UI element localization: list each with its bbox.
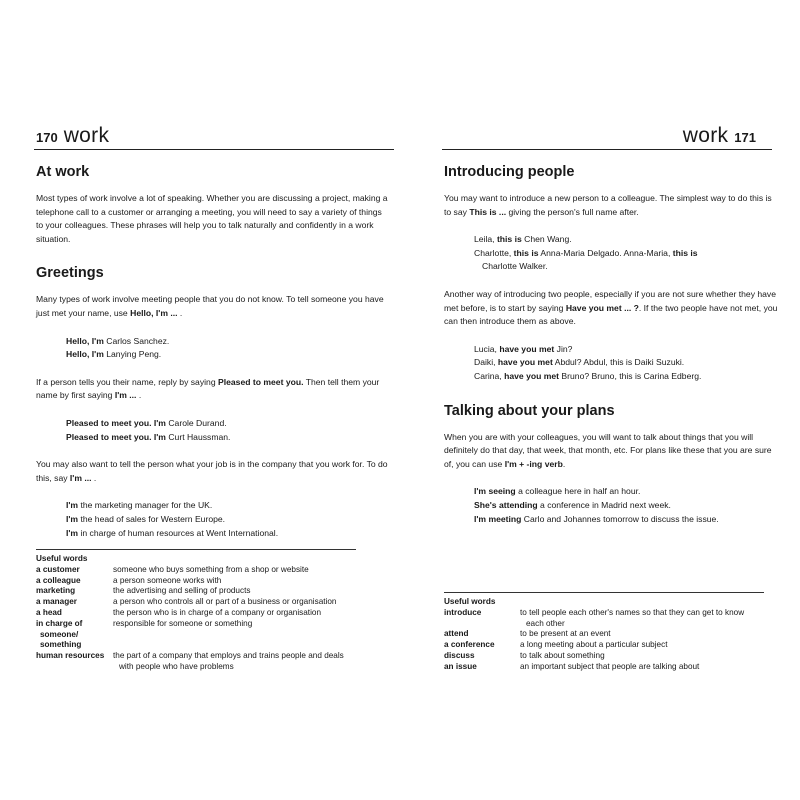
glossary-term: a head xyxy=(36,607,62,617)
left-page xyxy=(0,0,392,800)
example-group-2 xyxy=(66,417,390,444)
left-page-header xyxy=(36,124,109,148)
glossary-definition: to be present at an event xyxy=(520,629,611,639)
example-line: Pleased to meet you. I'm Curt Haussman. xyxy=(66,431,231,442)
glossary-term: a conference xyxy=(444,640,495,650)
example-line: I'm seeing a colleague here in half an hour. xyxy=(474,486,641,497)
right-page xyxy=(408,0,800,800)
introducing-paragraph-2: Another way of introducing two people, especially if you are not sure whether they have met before, is to start by saying Have you met ... ?. If the two people have not met, you can then introduce them as above. xyxy=(444,288,778,327)
example-line: Hello, I'm Carlos Sanchez. xyxy=(66,335,170,346)
glossary-row xyxy=(444,608,744,630)
glossary-term: attend xyxy=(444,629,469,639)
intro-paragraph: You may want to introduce a new person to a colleague. The simplest way to do this is to say This is ... giving the person's full name after. xyxy=(444,193,772,217)
greetings-paragraph-3: You may also want to tell the person what your job is in the company that you work for. To do this, say I'm ... . xyxy=(36,459,388,483)
example-line: I'm in charge of human resources at Went International. xyxy=(66,527,279,538)
page-number: 171 xyxy=(734,130,756,145)
heading-at-work: At work xyxy=(36,164,90,180)
useful-words-box xyxy=(444,592,764,673)
glossary-row xyxy=(36,576,344,587)
example-line: Carina, have you met Bruno? Bruno, this is Carina Edberg. xyxy=(474,370,702,381)
glossary-definition: a person who controls all or part of a business or organisation xyxy=(113,597,337,607)
glossary-row xyxy=(36,597,344,608)
useful-words-title: Useful words xyxy=(36,554,88,563)
glossary-row xyxy=(444,640,744,651)
running-head: work xyxy=(682,124,729,147)
glossary-term: an issue xyxy=(444,661,477,671)
heading-introducing-people: Introducing people xyxy=(444,164,575,180)
glossary-row xyxy=(36,586,344,597)
glossary-term: a manager xyxy=(36,597,77,607)
example-group-3 xyxy=(474,485,780,526)
glossary-term: human resources xyxy=(36,651,105,661)
useful-words-box xyxy=(36,549,356,673)
header-rule xyxy=(34,149,394,150)
example-line: Daiki, have you met Abdul? Abdul, this is Daiki Suzuki. xyxy=(474,357,685,368)
heading-greetings: Greetings xyxy=(36,265,104,282)
header-rule xyxy=(442,149,772,150)
glossary-row xyxy=(36,608,344,619)
glossary-row xyxy=(444,662,744,673)
example-line: I'm meeting Carlo and Johannes tomorrow to discuss the issue. xyxy=(474,513,719,524)
glossary-term: introduce xyxy=(444,607,482,617)
useful-words-title: Useful words xyxy=(444,597,496,606)
glossary-term: discuss xyxy=(444,650,475,660)
right-content xyxy=(444,162,780,540)
glossary-table xyxy=(36,565,344,673)
intro-paragraph: Most types of work involve a lot of speaking. Whether you are discussing a project, making a telephone call to a customer or arranging a meeting, you will need to say a variety of things to your colleagues. These phrases will help you to talk naturally and confidently in a work situation. xyxy=(36,193,388,244)
glossary-term: a customer xyxy=(36,564,80,574)
example-line: She's attending a conference in Madrid next week. xyxy=(474,499,671,510)
glossary-definition: a person someone works with xyxy=(113,575,222,585)
example-line: Lucia, have you met Jin? xyxy=(474,343,573,354)
glossary-definition: the person who is in charge of a company or organisation xyxy=(113,607,321,617)
example-line: I'm the marketing manager for the UK. xyxy=(66,500,213,511)
glossary-row xyxy=(36,565,344,576)
example-line: I'm the head of sales for Western Europe. xyxy=(66,513,226,524)
glossary-definition: someone who buys something from a shop or website xyxy=(113,564,309,574)
glossary-table xyxy=(444,608,744,673)
example-group-2 xyxy=(474,343,780,384)
glossary-term: marketing xyxy=(36,586,76,596)
example-group-1 xyxy=(474,233,780,274)
example-group-1 xyxy=(66,335,390,362)
running-head: work xyxy=(63,124,110,147)
glossary-definition: the part of a company that employs and trains people and deals with people who have problems xyxy=(113,651,344,671)
heading-talking-about-plans: Talking about your plans xyxy=(444,402,615,419)
glossary-definition: an important subject that people are talking about xyxy=(520,661,700,671)
example-line: Pleased to meet you. I'm Carole Durand. xyxy=(66,417,227,428)
glossary-definition: to tell people each other's names so that they can get to know each other xyxy=(520,607,745,628)
glossary-row xyxy=(444,651,744,662)
greetings-paragraph-2: If a person tells you their name, reply by saying Pleased to meet you. Then tell them your name by first saying I'm ... . xyxy=(36,376,380,401)
glossary-row xyxy=(36,651,344,673)
example-line: Leila, this is Chen Wang. xyxy=(474,234,572,245)
example-line-continued: Charlotte Walker. xyxy=(482,261,548,272)
glossary-term: a colleague xyxy=(36,575,81,585)
page-number: 170 xyxy=(36,130,58,145)
glossary-row xyxy=(444,629,744,640)
example-group-3 xyxy=(66,499,390,540)
glossary-term: in charge of someone/ something xyxy=(36,618,83,650)
example-line: Charlotte, this is Anna-Maria Delgado. Anna-Maria, this is xyxy=(474,247,698,258)
glossary-definition: responsible for someone or something xyxy=(113,618,253,628)
greetings-paragraph-1: Many types of work involve meeting people that you do not know. To tell someone you have just met your name, use Hello, I'm ... . xyxy=(36,294,384,318)
glossary-definition: the advertising and selling of products xyxy=(113,586,251,596)
glossary-definition: a long meeting about a particular subject xyxy=(520,640,668,650)
glossary-row xyxy=(36,619,344,651)
example-line: Hello, I'm Lanying Peng. xyxy=(66,349,162,360)
glossary-definition: to talk about something xyxy=(520,650,605,660)
plans-paragraph: When you are with your colleagues, you will want to talk about things that you will definitely do that day, that week, that month, etc. For plans like these that you are sure of, you can use I'm + -ing verb. xyxy=(444,431,772,469)
left-content xyxy=(36,162,390,554)
right-page-header xyxy=(683,124,756,148)
